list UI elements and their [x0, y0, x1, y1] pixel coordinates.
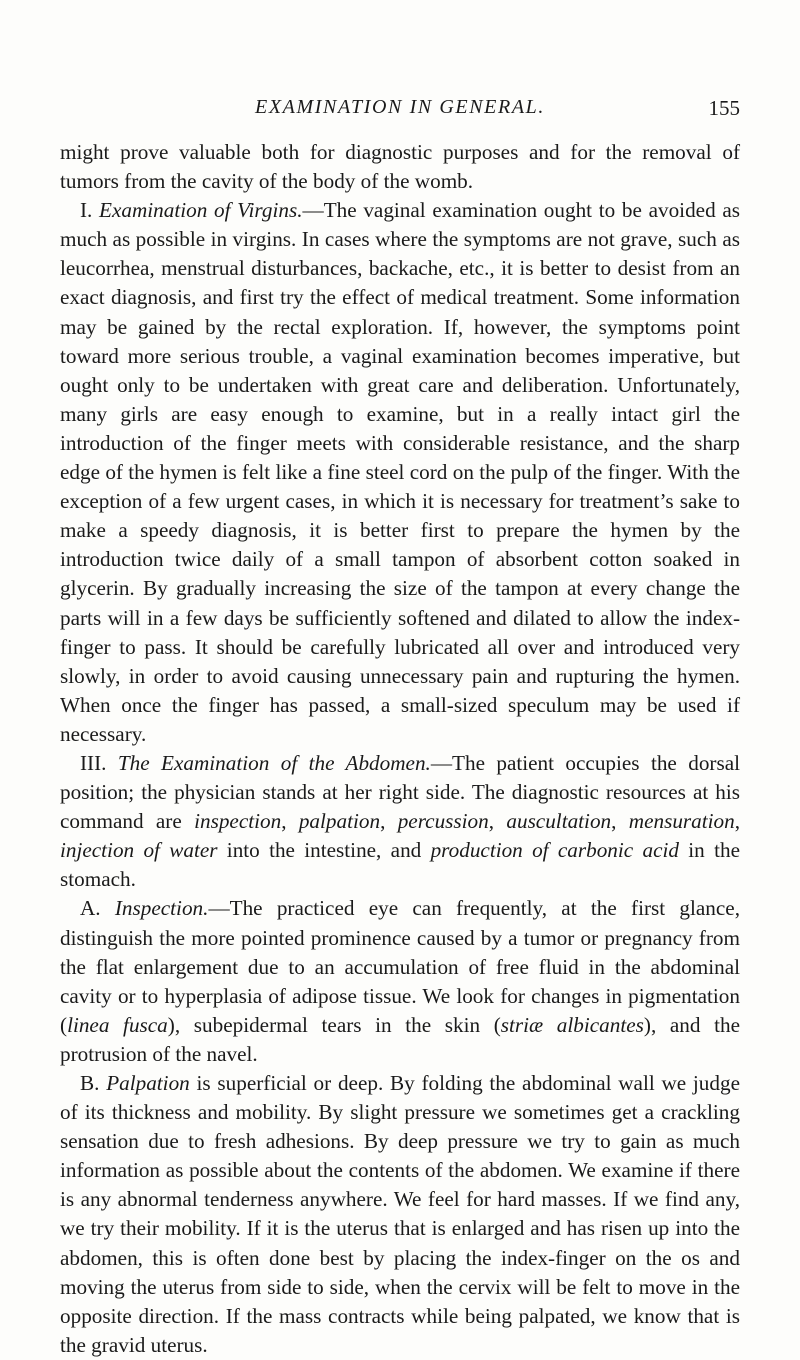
separator: , [734, 809, 741, 834]
paragraph-text: ), subepidermal tears in the skin ( [167, 1012, 501, 1037]
section-number: A. [80, 896, 115, 921]
paragraph-text: ), and the protrusion of the navel. [60, 1012, 740, 1066]
section-number: B. [80, 1071, 107, 1095]
separator: , [281, 809, 299, 834]
paragraph-text: —The practiced eye can frequently, at the first glance, distinguish the more pointed prominence caused by a tumor or pregnancy from the flat enlargement due to an accumulation of free fluid in the abdominal cavity or to hyperplasia of adipose tissue. We look for changes in pigmentation ( [60, 896, 740, 1037]
running-title: EXAMINATION IN GENERAL. [255, 96, 545, 118]
term-inspection: inspection [194, 809, 282, 834]
running-header [60, 96, 740, 126]
paragraph-text: in the stomach. [60, 838, 740, 892]
separator: , [380, 809, 398, 834]
paragraph-palpation [60, 1069, 740, 1360]
paragraph-examination-of-abdomen [60, 749, 740, 894]
paragraph-text: is superficial or deep. By folding the abdominal wall we judge of its thickness and mobility. By slight pressure we sometimes get a crackling sensation due to fresh adhesions. By deep pressure we try to gain as much information as possible about the contents of the abdomen. We examine if there is any abnormal tenderness anywhere. We feel for hard masses. If we find any, we try their mobility. If it is the uterus that is enlarged and has risen up into the abdomen, this is often done best by placing the index-finger on the os and moving the uterus from side to side, when the cervix will be felt to move in the opposite direction. If the mass contracts while being palpated, we know that is the gravid uterus. [60, 1071, 740, 1357]
paragraph-continuation [60, 138, 740, 196]
term-linea-fusca: linea fusca [67, 1012, 168, 1037]
term-percussion: percussion [397, 809, 489, 834]
section-number: I. [80, 198, 100, 223]
section-heading: Inspection. [114, 896, 209, 921]
term-production-of-carbonic-acid: production of carbonic acid [430, 838, 679, 863]
paragraph-inspection [60, 894, 740, 1069]
section-heading: Palpation [106, 1071, 190, 1095]
term-mensuration: mensuration [628, 809, 735, 834]
section-number: III. [80, 750, 118, 775]
body-text [60, 138, 740, 1360]
term-injection-of-water: injection of water [60, 838, 218, 863]
paragraph-text: might prove valuable both for diagnostic purposes and for the removal of tumors from the cavity of the body of the womb. [60, 140, 740, 194]
section-heading: Examination of Virgins. [99, 198, 303, 223]
term-striae-albicantes: striæ albicantes [500, 1012, 644, 1037]
separator: , [488, 809, 507, 834]
page-number: 155 [708, 96, 740, 120]
paragraph-text: into the intestine, and [217, 838, 431, 863]
section-heading: The Examination of the Abdomen. [117, 750, 431, 775]
paragraph-text: —The patient occupies the dorsal position; the physician stands at her right side. The diagnostic resources at his command are [60, 750, 741, 834]
term-auscultation: auscultation [506, 809, 612, 834]
paragraph-examination-of-virgins [60, 196, 740, 749]
paragraph-text: —The vaginal examination ought to be avoided as much as possible in virgins. In cases where the symptoms are not grave, such as leucorrhea, menstrual disturbances, backache, etc., it is better to desist from an exact diagnosis, and first try the effect of medical treatment. Some information may be gained by the rectal exploration. If, however, the symptoms point toward more serious trouble, a vaginal examination becomes imperative, but ought only to be undertaken with great care and deliberation. Unfortunately, many girls are easy enough to examine, but in a really intact girl the introduction of the finger meets with considerable resistance, and the sharp edge of the hymen is felt like a fine steel cord on the pulp of the finger. With the exception of a few urgent cases, in which it is necessary for treatment’s sake to make a speedy diagnosis, it is better first to prepare the hymen by the introduction twice daily of a small tampon of absorbent cotton soaked in glycerin. By gradually increasing the size of the tampon at every change the parts will in a few days be sufficiently softened and dilated to allow the index-finger to pass. It should be carefully lubricated all over and introduced very slowly, in order to avoid causing unnecessary pain and rupturing the hymen. When once the finger has passed, a small-sized speculum may be used if necessary. [60, 198, 740, 746]
term-palpation: palpation [298, 809, 381, 834]
separator: , [611, 809, 629, 834]
